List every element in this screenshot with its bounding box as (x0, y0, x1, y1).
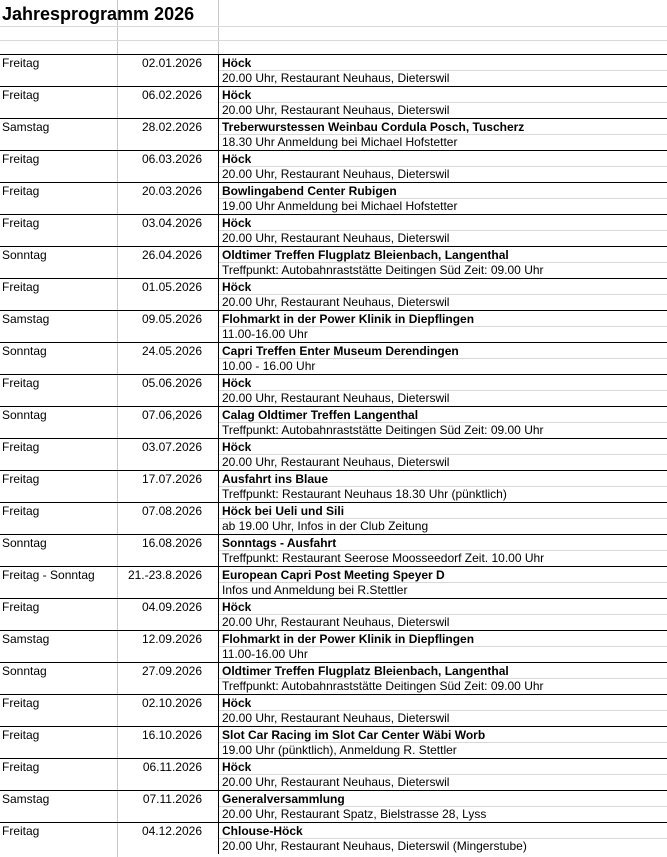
event-title: Höck (222, 376, 252, 390)
event-description (218, 695, 667, 726)
event-date: 01.05.2026 (141, 280, 202, 294)
event-detail: Infos und Anmeldung bei R.Stettler (222, 583, 408, 597)
event-day: Freitag (2, 440, 40, 454)
event-date: 06.03.2026 (141, 152, 202, 166)
event-date: 12.09.2026 (141, 632, 202, 646)
event-row (0, 406, 667, 438)
event-title: Ausfahrt ins Blaue (222, 472, 329, 486)
event-description (218, 183, 667, 214)
event-row (0, 470, 667, 502)
event-detail: 20.00 Uhr, Restaurant Neuhaus, Dieterswil (222, 71, 450, 85)
event-date: 16.08.2026 (141, 536, 202, 550)
event-row (0, 150, 667, 182)
event-row (0, 342, 667, 374)
event-date: 07.08.2026 (141, 504, 202, 518)
event-detail: 20.00 Uhr, Restaurant Neuhaus, Dieterswil (222, 711, 450, 725)
event-day: Sonntag (2, 344, 47, 358)
event-detail: Treffpunkt: Autobahnraststätte Deitingen Süd Zeit: 09.00 Uhr (222, 423, 544, 437)
event-title: Treberwurstessen Weinbau Cordula Posch, Tuscherz (222, 120, 525, 134)
grid-line (0, 40, 667, 41)
event-date: 03.07.2026 (141, 440, 202, 454)
event-row (0, 278, 667, 310)
event-row (0, 598, 667, 630)
event-day: Freitag (2, 472, 40, 486)
event-date: 20.03.2026 (141, 184, 202, 198)
event-detail: 11.00-16.00 Uhr (222, 327, 308, 341)
event-description (218, 407, 667, 438)
event-title: Sonntags - Ausfahrt (222, 536, 337, 550)
event-description (218, 663, 667, 694)
event-row (0, 662, 667, 694)
event-day: Sonntag (2, 408, 47, 422)
event-row (0, 502, 667, 534)
event-detail: 20.00 Uhr, Restaurant Spatz, Bielstrasse 28, Lyss (222, 807, 487, 821)
event-row (0, 758, 667, 790)
event-detail: 20.00 Uhr, Restaurant Neuhaus, Dieterswil (222, 295, 450, 309)
event-title: Höck (222, 600, 252, 614)
event-detail: ab 19.00 Uhr, Infos in der Club Zeitung (222, 519, 429, 533)
event-date: 09.05.2026 (141, 312, 202, 326)
event-description (218, 375, 667, 406)
event-row (0, 214, 667, 246)
event-day: Sonntag (2, 248, 47, 262)
event-day: Freitag (2, 88, 40, 102)
event-detail: 19.00 Uhr Anmeldung bei Michael Hofstetter (222, 199, 458, 213)
event-description (218, 311, 667, 342)
event-description (218, 503, 667, 534)
event-detail: 20.00 Uhr, Restaurant Neuhaus, Dieterswil (222, 615, 450, 629)
event-detail: 20.00 Uhr, Restaurant Neuhaus, Dieterswil (222, 231, 450, 245)
event-day: Freitag (2, 504, 40, 518)
event-detail: Treffpunkt: Restaurant Seerose Moosseedorf Zeit. 10.00 Uhr (222, 551, 545, 565)
event-date: 28.02.2026 (141, 120, 202, 134)
event-title: Höck (222, 56, 252, 70)
event-description (218, 791, 667, 822)
event-detail: 19.00 Uhr (pünktlich), Anmeldung R. Stettler (222, 743, 457, 757)
event-detail: 11.00-16.00 Uhr (222, 647, 308, 661)
event-date: 02.10.2026 (141, 696, 202, 710)
event-day: Freitag (2, 760, 40, 774)
event-date: 16.10.2026 (141, 728, 202, 742)
event-day: Freitag (2, 728, 40, 742)
event-title: Oldtimer Treffen Flugplatz Bleienbach, Langenthal (222, 664, 509, 678)
event-day: Freitag (2, 696, 40, 710)
event-title: Höck (222, 88, 252, 102)
page-title: Jahresprogramm 2026 (2, 4, 195, 24)
event-date: 04.12.2026 (141, 824, 202, 838)
event-title: Flohmarkt in der Power Klinik in Diepflingen (222, 632, 475, 646)
event-day: Samstag (2, 312, 50, 326)
event-date: 07.06,2026 (141, 408, 202, 422)
event-row (0, 534, 667, 566)
event-description (218, 247, 667, 278)
event-day: Freitag (2, 824, 40, 838)
event-date: 24.05.2026 (141, 344, 202, 358)
event-date: 21.-23.8.2026 (127, 568, 202, 582)
event-date: 06.02.2026 (141, 88, 202, 102)
event-detail: 20.00 Uhr, Restaurant Neuhaus, Dieterswil (Mingerstube) (222, 839, 527, 853)
event-row (0, 86, 667, 118)
event-date: 05.06.2026 (141, 376, 202, 390)
event-day: Samstag (2, 792, 50, 806)
event-detail: Treffpunkt: Autobahnraststätte Deitingen Süd Zeit: 09.00 Uhr (222, 679, 544, 693)
grid-line (0, 26, 667, 27)
event-detail: 20.00 Uhr, Restaurant Neuhaus, Dieterswil (222, 775, 450, 789)
event-row (0, 182, 667, 214)
event-detail: 20.00 Uhr, Restaurant Neuhaus, Dieterswil (222, 455, 450, 469)
event-day: Samstag (2, 120, 50, 134)
event-description (218, 343, 667, 374)
event-title: Flohmarkt in der Power Klinik in Diepflingen (222, 312, 475, 326)
event-title: Höck (222, 440, 252, 454)
event-title: Calag Oldtimer Treffen Langenthal (222, 408, 419, 422)
event-description (218, 439, 667, 470)
event-date: 17.07.2026 (141, 472, 202, 486)
event-title: Slot Car Racing im Slot Car Center Wäbi Worb (222, 728, 486, 742)
event-date: 02.01.2026 (141, 56, 202, 70)
event-description (218, 823, 667, 854)
event-description (218, 151, 667, 182)
event-date: 27.09.2026 (141, 664, 202, 678)
event-day: Freitag (2, 600, 40, 614)
event-description (218, 87, 667, 118)
event-description (218, 759, 667, 790)
event-title: Höck (222, 216, 252, 230)
event-day: Freitag - Sonntag (2, 568, 95, 582)
event-row (0, 566, 667, 598)
event-title: Oldtimer Treffen Flugplatz Bleienbach, Langenthal (222, 248, 509, 262)
event-day: Sonntag (2, 536, 47, 550)
event-row (0, 438, 667, 470)
event-detail: 10.00 - 16.00 Uhr (222, 359, 316, 373)
event-description (218, 535, 667, 566)
event-title: Generalversammlung (222, 792, 345, 806)
event-day: Sonntag (2, 664, 47, 678)
event-title: Höck (222, 280, 252, 294)
event-detail: 20.00 Uhr, Restaurant Neuhaus, Dieterswil (222, 103, 450, 117)
event-row (0, 374, 667, 406)
event-day: Freitag (2, 376, 40, 390)
column-divider (218, 0, 219, 54)
event-date: 06.11.2026 (142, 760, 202, 774)
event-title: Höck (222, 696, 252, 710)
event-date: 03.04.2026 (141, 216, 202, 230)
event-description (218, 727, 667, 758)
event-date: 04.09.2026 (141, 600, 202, 614)
event-detail: Treffpunkt: Autobahnraststätte Deitingen Süd Zeit: 09.00 Uhr (222, 263, 544, 277)
event-description (218, 55, 667, 86)
event-row (0, 118, 667, 150)
event-detail: 18.30 Uhr Anmeldung bei Michael Hofstetter (222, 135, 458, 149)
event-title: European Capri Post Meeting Speyer D (222, 568, 445, 582)
event-description (218, 631, 667, 662)
event-day: Samstag (2, 632, 50, 646)
event-row (0, 630, 667, 662)
event-title: Chlouse-Höck (222, 824, 303, 838)
event-title: Bowlingabend Center Rubigen (222, 184, 397, 198)
event-description (218, 119, 667, 150)
event-day: Freitag (2, 216, 40, 230)
event-title: Capri Treffen Enter Museum Derendingen (222, 344, 459, 358)
event-row (0, 790, 667, 822)
event-description (218, 599, 667, 630)
event-description (218, 215, 667, 246)
event-detail: Treffpunkt: Restaurant Neuhaus 18.30 Uhr (pünktlich) (222, 487, 507, 501)
event-day: Freitag (2, 184, 40, 198)
event-title: Höck bei Ueli und Sili (222, 504, 345, 518)
event-day: Freitag (2, 280, 40, 294)
event-row (0, 726, 667, 758)
event-title: Höck (222, 760, 252, 774)
event-description (218, 567, 667, 598)
event-row (0, 310, 667, 342)
event-date: 26.04.2026 (141, 248, 202, 262)
event-detail: 20.00 Uhr, Restaurant Neuhaus, Dieterswil (222, 391, 450, 405)
event-detail: 20.00 Uhr, Restaurant Neuhaus, Dieterswil (222, 167, 450, 181)
event-row (0, 822, 667, 854)
event-row (0, 54, 667, 86)
event-title: Höck (222, 152, 252, 166)
event-day: Freitag (2, 152, 40, 166)
event-row (0, 246, 667, 278)
event-row (0, 694, 667, 726)
event-description (218, 279, 667, 310)
event-day: Freitag (2, 56, 40, 70)
event-description (218, 471, 667, 502)
event-date: 07.11.2026 (142, 792, 202, 806)
